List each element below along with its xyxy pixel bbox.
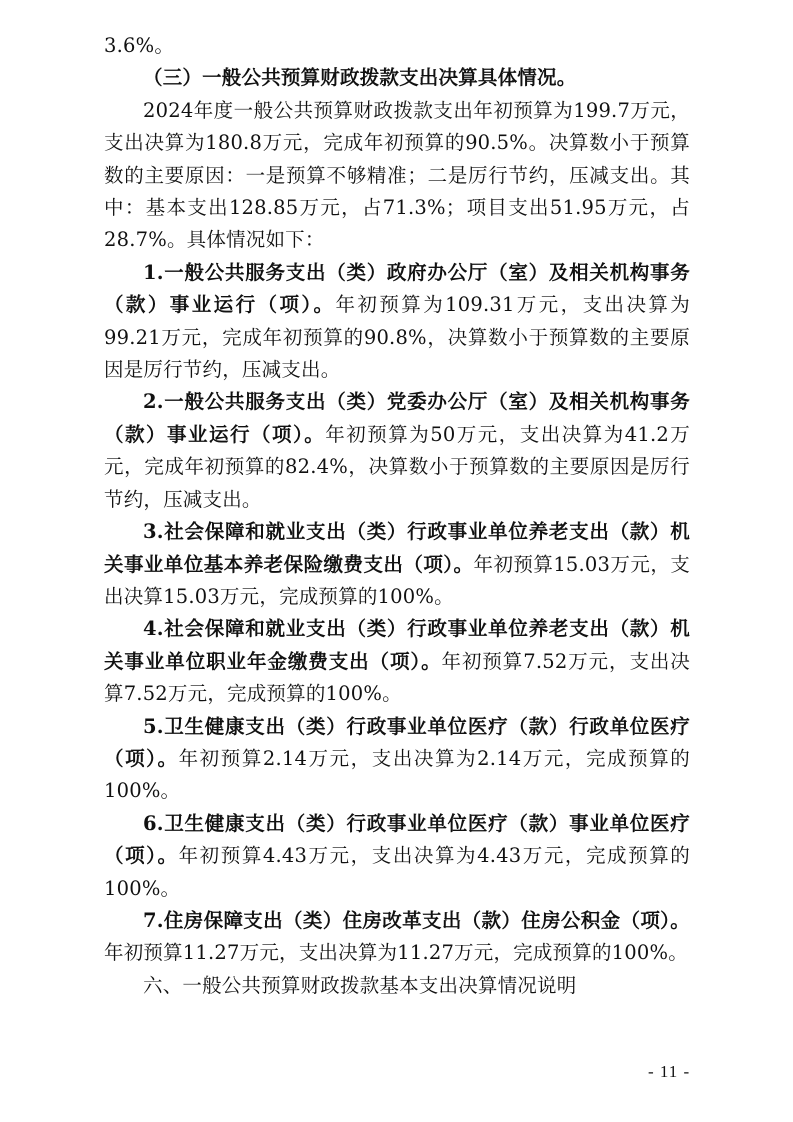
section-title: 六、一般公共预算财政拨款基本支出决算情况说明: [143, 973, 577, 997]
item-5: [104, 711, 690, 808]
page-content: [104, 30, 690, 1002]
page-number: - 11 -: [648, 1062, 691, 1081]
item-4-text: 年初预算7.52万元，支出决算7.52万元，完成预算的100%。: [104, 649, 691, 706]
item-1-text: 年初预算为109.31万元，支出决算为99.21万元，完成年初预算的90.8%，决算数小于预算数的主要原因是厉行节约，压减支出。: [104, 293, 691, 382]
item-4: [104, 613, 690, 710]
item-3-text: 年初预算15.03万元，支出决算15.03万元，完成预算的100%。: [104, 552, 690, 608]
item-5-title: 5.卫生健康支出（类）行政事业单位医疗（款）行政单位医疗（项）。: [104, 714, 690, 770]
intro-paragraph: 2024年度一般公共预算财政拨款支出年初预算为199.7万元，支出决算为180.8万元，完成年初预算的90.5%。决算数小于预算数的主要原因：一是预算不够精准；二是厉行节约，压减支出。其中：基本支出128.85万元，占71.3%；项目支出51.95万元，占28.7%。具体情况如下：: [104, 98, 690, 252]
item-1: [104, 257, 690, 387]
item-2: [104, 386, 690, 516]
item-7-text: 年初预算11.27万元，支出决算为11.27万元，完成预算的100%。: [104, 941, 688, 965]
continuation-text: 3.6%。: [104, 34, 175, 57]
item-2-title: 2.一般公共服务支出（类）党委办公厅（室）及相关机构事务（款）事业运行（项）。: [104, 390, 690, 446]
item-3: [104, 516, 690, 613]
item-3-title: 3.社会保障和就业支出（类）行政事业单位养老支出（款）机关事业单位基本养老保险缴费支出（项）。: [104, 520, 690, 576]
item-7-title: 7.住房保障支出（类）住房改革支出（款）住房公积金（项）。: [143, 908, 690, 932]
item-6-title: 6.卫生健康支出（类）行政事业单位医疗（款）事业单位医疗（项）。: [104, 811, 690, 868]
item-4-title: 4.社会保障和就业支出（类）行政事业单位养老支出（款）机关事业单位职业年金缴费支出（项）。: [104, 617, 690, 673]
item-7: [104, 905, 690, 970]
item-5-text: 年初预算2.14万元，支出决算为2.14万元，完成预算的100%。: [104, 746, 690, 803]
item-1-title: 1.一般公共服务支出（类）政府办公厅（室）及相关机构事务（款）事业运行（项）。: [104, 260, 690, 317]
item-2-text: 年初预算为50万元，支出决算为41.2万元，完成年初预算的82.4%，决算数小于预算数的主要原因是厉行节约，压减支出。: [104, 422, 691, 511]
item-6-text: 年初预算4.43万元，支出决算为4.43万元，完成预算的100%。: [104, 844, 690, 900]
item-6: [104, 808, 690, 905]
subsection-heading: （三）一般公共预算财政拨款支出决算具体情况。: [143, 66, 577, 90]
